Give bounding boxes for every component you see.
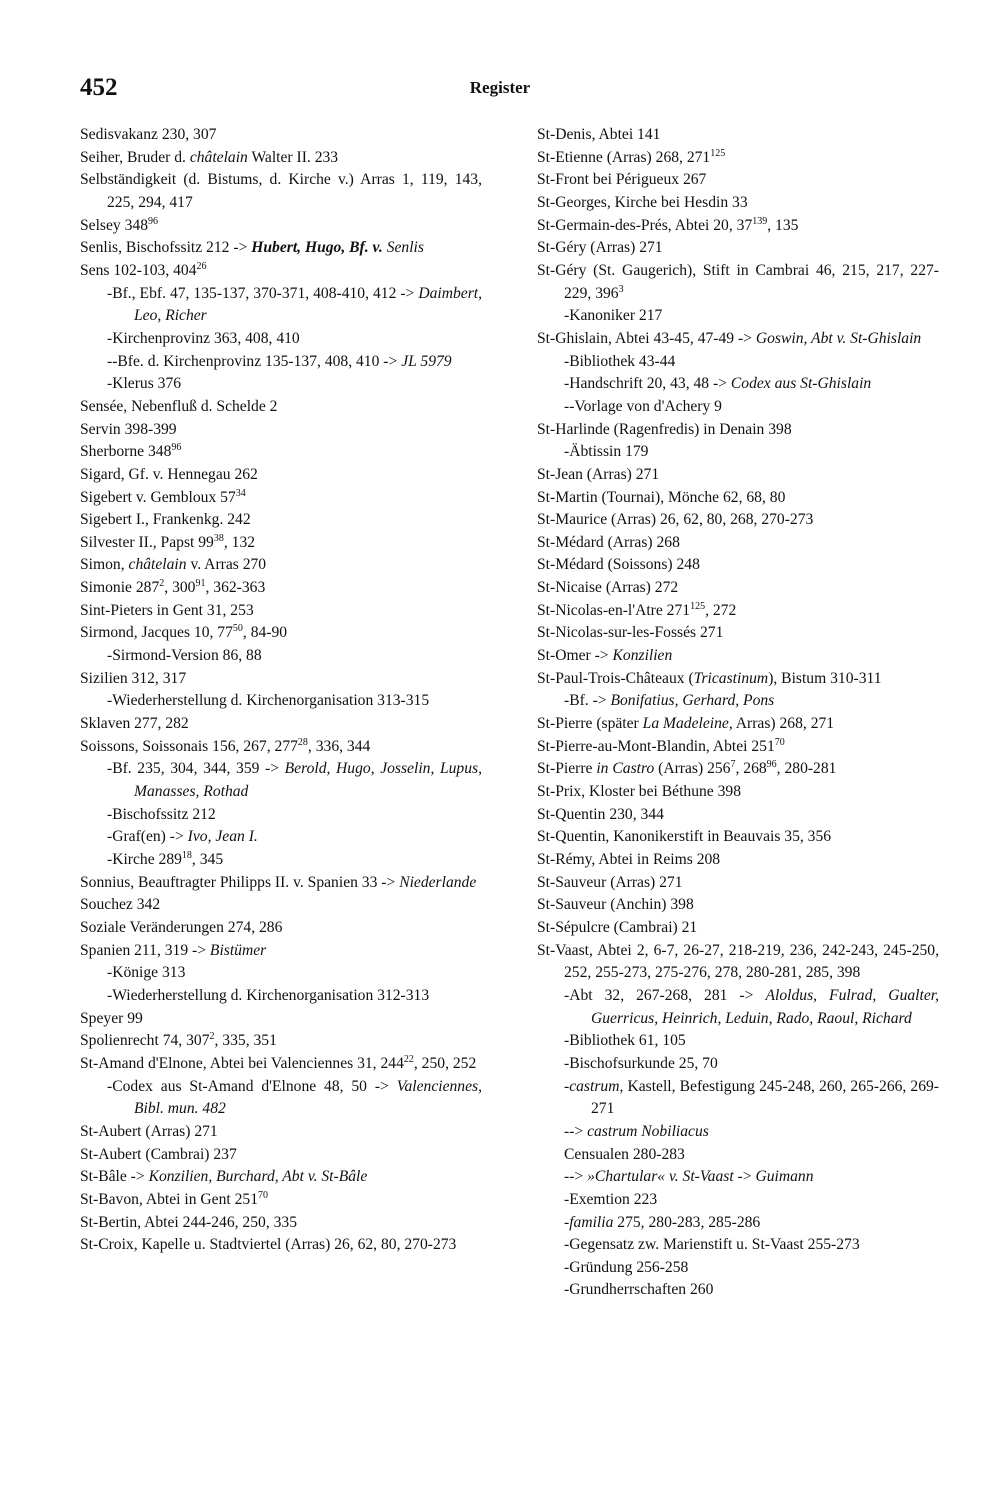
entry-text: St-Sauveur (Anchin) 398 <box>537 896 694 914</box>
entry-text: St-Médard (Arras) 268 <box>537 533 680 551</box>
entry-text: ), Bistum 310-311 <box>768 669 882 687</box>
entry-text: -> <box>733 1168 756 1186</box>
footnote-ref: 18 <box>181 850 192 861</box>
entry-text: Sonnius, Beauftragter Philipps II. v. Spanien 33 -> <box>80 873 400 891</box>
index-entry <box>537 124 939 147</box>
index-entry <box>80 441 482 464</box>
index-entry <box>537 215 939 238</box>
entry-text: Valenciennes, Bibl. mun. 482 <box>134 1077 482 1118</box>
footnote-ref: 2 <box>209 1031 215 1043</box>
footnote-ref: 28 <box>297 736 308 748</box>
footnote-ref: 139 <box>752 215 768 227</box>
footnote-ref: 50 <box>232 623 243 635</box>
footnote-ref: 7 <box>730 759 736 771</box>
entry-text: St-Front bei Périgueux 267 <box>537 171 707 189</box>
index-entry <box>537 872 939 895</box>
running-head: Register <box>469 78 531 97</box>
entry-text: Speyer 99 <box>80 1009 143 1027</box>
entry-text: -Wiederherstellung d. Kirchenorganisation 312-313 <box>107 986 430 1004</box>
entry-text: St-Aubert (Cambrai) 237 <box>80 1145 237 1163</box>
entry-text: Tricastinum <box>693 669 769 687</box>
index-subentry <box>80 283 482 328</box>
entry-text: , 345 <box>191 851 224 868</box>
index-entry <box>80 396 482 419</box>
entry-text: Konzilien <box>612 647 673 665</box>
entry-text: Konzilien, Burchard, Abt v. St-Bâle <box>148 1168 368 1186</box>
index-entry <box>80 917 482 940</box>
index-subentry <box>537 1212 939 1235</box>
entry-text: St-Pierre <box>537 760 597 778</box>
entry-text: -Gründung 256-258 <box>564 1258 689 1276</box>
entry-text: 275, 280-283, 285-286 <box>613 1213 761 1231</box>
entry-text: Senlis, Bischofssitz 212 -> <box>80 239 252 257</box>
index-entry <box>80 124 482 147</box>
index-entry <box>80 147 482 170</box>
entry-text: -Handschrift 20, 43, 48 -> <box>564 375 731 393</box>
entry-text: Daimbert, Leo, Richer <box>134 284 482 325</box>
entry-text: -Gegensatz zw. Marienstift u. St-Vaast 255-273 <box>564 1236 860 1254</box>
index-entry <box>537 464 939 487</box>
entry-text: Sklaven 277, 282 <box>80 715 189 733</box>
entry-text: Selsey 348 <box>80 216 149 234</box>
entry-text: St-Pierre (später <box>537 715 643 733</box>
index-entry <box>537 645 939 668</box>
entry-text: Sizilien 312, 317 <box>80 669 187 687</box>
index-entry <box>80 1234 482 1257</box>
entry-text: , 132 <box>223 533 256 551</box>
entry-text: , 268 <box>735 760 767 778</box>
entry-text: , 362-363 <box>205 579 266 597</box>
index-entry <box>80 600 482 623</box>
index-entry <box>537 940 939 985</box>
entry-text: - <box>564 1077 570 1095</box>
entry-text: Sigebert v. Gembloux 57 <box>80 488 236 506</box>
index-column-left <box>80 124 482 1257</box>
entry-text: Sigebert I., Frankenkg. 242 <box>80 511 251 529</box>
entry-text: Goswin, Abt v. St-Ghislain <box>755 329 922 347</box>
entry-text: St-Omer -> <box>537 647 613 665</box>
entry-text: St-Amand d'Elnone, Abtei bei Valenciennes 31, 244 <box>80 1054 404 1072</box>
index-entry <box>537 713 939 736</box>
entry-text: St-Sépulcre (Cambrai) 21 <box>537 918 698 936</box>
footnote-ref: 96 <box>766 759 777 771</box>
entry-text: St-Martin (Tournai), Mönche 62, 68, 80 <box>537 488 786 506</box>
entry-text: Soziale Veränderungen 274, 286 <box>80 918 283 936</box>
index-entry <box>537 668 939 691</box>
entry-text: St-Vaast, Abtei 2, 6-7, 26-27, 218-219, 236, 242-243, 245-250, 252, 255-273, 275-276, 278, 280-281, 285, 398 <box>537 941 939 982</box>
index-entry <box>80 668 482 691</box>
entry-text: St-Ghislain, Abtei 43-45, 47-49 -> <box>537 329 756 347</box>
index-entry <box>80 894 482 917</box>
entry-text: -Kanoniker 217 <box>564 307 663 325</box>
entry-text: familia <box>569 1213 614 1231</box>
entry-text: -Codex aus St-Amand d'Elnone 48, 50 -> <box>107 1077 397 1095</box>
index-entry <box>537 509 939 532</box>
index-entry <box>537 260 939 305</box>
entry-text: Sens 102-103, 404 <box>80 261 197 279</box>
index-subentry <box>80 985 482 1008</box>
entry-text: St-Rémy, Abtei in Reims 208 <box>537 851 721 868</box>
index-entry <box>537 328 939 351</box>
index-entry <box>537 600 939 623</box>
entry-text: St-Georges, Kirche bei Hesdin 33 <box>537 193 748 211</box>
index-subentry <box>537 351 939 374</box>
entry-text: St-Quentin 230, 344 <box>537 805 664 823</box>
entry-text: St-Croix, Kapelle u. Stadtviertel (Arras) 26, 62, 80, 270-273 <box>80 1236 457 1254</box>
entry-text: --> <box>564 1122 588 1140</box>
index-entry <box>80 1030 482 1053</box>
index-subentry <box>537 373 939 396</box>
index-entry <box>537 419 939 442</box>
index-entry <box>537 622 939 645</box>
index-entry <box>80 1144 482 1167</box>
entry-text: St-Géry (St. Gaugerich), Stift in Cambrai 46, 215, 217, 227-229, 396 <box>537 261 939 302</box>
index-subentry <box>80 758 482 803</box>
index-subentry <box>80 645 482 668</box>
entry-text: -Bf., Ebf. 47, 135-137, 370-371, 408-410, 412 -> <box>107 284 419 302</box>
entry-text: Walter II. 233 <box>247 148 339 166</box>
entry-text: St-Nicaise (Arras) 272 <box>537 579 679 597</box>
index-entry <box>80 577 482 600</box>
entry-text: Servin 398-399 <box>80 420 177 438</box>
index-subentry <box>80 328 482 351</box>
index-entry <box>80 713 482 736</box>
entry-text: Silvester II., Papst 99 <box>80 533 214 551</box>
entry-text: St-Bertin, Abtei 244-246, 250, 335 <box>80 1213 298 1231</box>
index-subentry <box>80 1076 482 1121</box>
footnote-ref: 26 <box>196 260 207 272</box>
entry-text: Spolienrecht 74, 307 <box>80 1032 210 1050</box>
entry-text: , 300 <box>164 579 196 597</box>
entry-text: Hubert, Hugo, Bf. v. <box>251 239 383 257</box>
entry-text: Spanien 211, 319 -> <box>80 941 210 959</box>
index-entry <box>80 215 482 238</box>
entry-text: castrum Nobiliacus <box>587 1122 709 1140</box>
index-entry <box>80 1189 482 1212</box>
index-entry <box>537 532 939 555</box>
index-entry <box>537 487 939 510</box>
entry-text: Sensée, Nebenfluß d. Schelde 2 <box>80 397 278 415</box>
entry-text: --> <box>564 1168 588 1186</box>
index-entry <box>537 237 939 260</box>
index-entry <box>537 804 939 827</box>
entry-text: châtelain <box>128 556 187 574</box>
index-subentry <box>80 351 482 374</box>
entry-text: Sherborne 348 <box>80 443 172 461</box>
index-subentry <box>537 1234 939 1257</box>
entry-text: -Graf(en) -> <box>107 828 188 846</box>
entry-text: Seiher, Bruder d. <box>80 148 190 166</box>
entry-text: -Bf. -> <box>564 692 611 710</box>
index-subentry <box>537 1030 939 1053</box>
index-entry <box>80 554 482 577</box>
entry-text: Berold, Hugo, Josselin, Lupus, Manasses, Rothad <box>134 760 482 801</box>
entry-text: Aloldus, Fulrad, Gualter, Guerricus, Heinrich, Leduin, Rado, Raoul, Richard <box>591 986 939 1027</box>
entry-text: Senlis <box>386 239 424 257</box>
index-subentry <box>80 804 482 827</box>
entry-text: (Arras) 256 <box>654 760 731 778</box>
entry-text: -Bischofssitz 212 <box>107 805 216 823</box>
entry-text: -Klerus 376 <box>107 375 182 393</box>
footnote-ref: 96 <box>148 215 159 227</box>
footnote-ref: 2 <box>159 578 165 590</box>
index-subentry <box>537 305 939 328</box>
footnote-ref: 70 <box>258 1189 269 1201</box>
entry-text: Bistümer <box>209 941 267 959</box>
entry-text: St-Etienne (Arras) 268, 271 <box>537 148 711 166</box>
entry-text: --Bfe. d. Kirchenprovinz 135-137, 408, 410 -> <box>107 352 402 370</box>
entry-text: St-Bavon, Abtei in Gent 251 <box>80 1190 259 1208</box>
index-entry <box>80 464 482 487</box>
entry-text: -Könige 313 <box>107 964 186 982</box>
index-subentry <box>537 1257 939 1280</box>
entry-text: Souchez 342 <box>80 896 161 914</box>
entry-text: St-Sauveur (Arras) 271 <box>537 873 683 891</box>
entry-text: St-Bâle -> <box>80 1168 149 1186</box>
index-entry <box>537 849 939 872</box>
page-number: 452 <box>80 74 118 101</box>
entry-text: in Castro <box>596 760 655 778</box>
entry-text: -Kirchenprovinz 363, 408, 410 <box>107 329 300 347</box>
entry-text: - <box>564 1213 570 1231</box>
entry-text: St-Paul-Trois-Châteaux ( <box>537 669 694 687</box>
footnote-ref: 3 <box>618 283 624 295</box>
entry-text: St-Germain-des-Prés, Abtei 20, 37 <box>537 216 753 234</box>
entry-text: Soissons, Soissonais 156, 267, 277 <box>80 737 298 755</box>
entry-text: , Kastell, Befestigung 245-248, 260, 265-266, 269-271 <box>591 1077 939 1118</box>
index-entry <box>80 532 482 555</box>
index-subentry <box>80 849 482 872</box>
index-subentry <box>537 1121 939 1144</box>
index-entry <box>537 577 939 600</box>
entry-text: Sigard, Gf. v. Hennegau 262 <box>80 465 258 483</box>
entry-text: La Madeleine <box>642 715 729 733</box>
index-subentry <box>80 962 482 985</box>
entry-text: Sedisvakanz 230, 307 <box>80 126 217 143</box>
footnote-ref: 22 <box>403 1053 414 1065</box>
entry-text: , 84-90 <box>242 624 288 642</box>
index-subentry <box>80 690 482 713</box>
index-entry <box>537 758 939 781</box>
entry-text: -Kirche 289 <box>107 851 182 868</box>
index-entry <box>537 736 939 759</box>
entry-text: Censualen 280-283 <box>564 1145 685 1163</box>
index-entry <box>80 872 482 895</box>
footnote-ref: 38 <box>213 532 224 544</box>
entry-text: -Bibliothek 43-44 <box>564 352 676 370</box>
index-entry <box>80 260 482 283</box>
index-column-right <box>537 124 939 1302</box>
entry-text: --Vorlage von d'Achery 9 <box>564 397 722 415</box>
entry-text: »Chartular« v. St-Vaast <box>587 1168 734 1186</box>
index-entry <box>80 940 482 963</box>
entry-text: -Bischofsurkunde 25, 70 <box>564 1054 718 1072</box>
index-subentry <box>537 441 939 464</box>
entry-text: , Arras) 268, 271 <box>728 715 835 733</box>
entry-text: Bonifatius, Gerhard, Pons <box>610 692 775 710</box>
entry-text: Guimann <box>755 1168 814 1186</box>
entry-text: St-Aubert (Arras) 271 <box>80 1122 218 1140</box>
entry-text: v. Arras 270 <box>186 556 267 574</box>
entry-text: Sirmond, Jacques 10, 77 <box>80 624 233 642</box>
entry-text: St-Quentin, Kanonikerstift in Beauvais 35, 356 <box>537 828 832 846</box>
index-entry <box>80 237 482 260</box>
entry-text: St-Prix, Kloster bei Béthune 398 <box>537 783 741 801</box>
entry-text: , 272 <box>705 601 737 619</box>
index-subentry <box>537 1279 939 1302</box>
entry-text: Sint-Pieters in Gent 31, 253 <box>80 601 254 619</box>
footnote-ref: 96 <box>171 442 182 454</box>
index-entry <box>537 894 939 917</box>
entry-text: St-Jean (Arras) 271 <box>537 465 660 483</box>
entry-text: St-Nicolas-en-l'Atre 271 <box>537 601 691 619</box>
entry-text: Simon, <box>80 556 129 574</box>
index-entry <box>80 169 482 214</box>
entry-text: , 135 <box>767 216 799 234</box>
entry-text: Codex aus St-Ghislain <box>730 375 872 393</box>
entry-text: , 336, 344 <box>307 737 371 755</box>
entry-text: St-Nicolas-sur-les-Fossés 271 <box>537 624 724 642</box>
entry-text: -Exemtion 223 <box>564 1190 658 1208</box>
entry-text: -Bf. 235, 304, 344, 359 -> <box>107 760 285 778</box>
entry-text: -Sirmond-Version 86, 88 <box>107 647 262 665</box>
footnote-ref: 70 <box>774 736 785 748</box>
index-entry <box>80 1121 482 1144</box>
footnote-ref: 34 <box>235 487 246 499</box>
index-entry <box>537 554 939 577</box>
index-entry <box>537 781 939 804</box>
entry-text: , 335, 351 <box>214 1032 277 1050</box>
entry-text: St-Denis, Abtei 141 <box>537 126 661 143</box>
entry-text: -Grundherrschaften 260 <box>564 1281 714 1299</box>
entry-text: St-Pierre-au-Mont-Blandin, Abtei 251 <box>537 737 775 755</box>
index-entry <box>80 622 482 645</box>
entry-text: , 250, 252 <box>413 1054 477 1072</box>
entry-text: -Abt 32, 267-268, 281 -> <box>564 986 766 1004</box>
index-entry <box>80 487 482 510</box>
index-subentry <box>80 373 482 396</box>
index-entry <box>537 147 939 170</box>
entry-text: -Bibliothek 61, 105 <box>564 1032 686 1050</box>
entry-text: -Äbtissin 179 <box>564 443 649 461</box>
index-entry <box>80 1166 482 1189</box>
footnote-ref: 125 <box>710 147 726 159</box>
entry-text: castrum <box>569 1077 620 1095</box>
index-subentry <box>537 985 939 1030</box>
index-entry <box>80 419 482 442</box>
index-subentry <box>537 690 939 713</box>
entry-text: -Wiederherstellung d. Kirchenorganisation 313-315 <box>107 692 430 710</box>
index-subentry <box>537 1166 939 1189</box>
entry-text: St-Médard (Soissons) 248 <box>537 556 700 574</box>
entry-text: JL 5979 <box>401 352 452 370</box>
index-subentry <box>537 1076 939 1121</box>
entry-text: Simonie 287 <box>80 579 160 597</box>
index-entry <box>80 1212 482 1235</box>
entry-text: St-Géry (Arras) 271 <box>537 239 663 257</box>
index-entry <box>537 826 939 849</box>
index-entry <box>537 169 939 192</box>
entry-text: , 280-281 <box>776 760 837 778</box>
footnote-ref: 125 <box>690 600 706 612</box>
index-entry <box>80 1008 482 1031</box>
index-entry <box>537 917 939 940</box>
index-subentry <box>537 1144 939 1167</box>
index-subentry <box>537 1053 939 1076</box>
index-subentry <box>537 396 939 419</box>
entry-text: Niederlande <box>399 873 477 891</box>
entry-text: St-Harlinde (Ragenfredis) in Denain 398 <box>537 420 792 438</box>
entry-text: St-Maurice (Arras) 26, 62, 80, 268, 270-273 <box>537 511 814 529</box>
index-entry <box>80 1053 482 1076</box>
footnote-ref: 91 <box>195 578 206 590</box>
index-subentry <box>80 826 482 849</box>
index-subentry <box>537 1189 939 1212</box>
entry-text: Ivo, Jean I. <box>187 828 258 846</box>
index-entry <box>80 509 482 532</box>
index-entry <box>80 736 482 759</box>
index-entry <box>537 192 939 215</box>
entry-text: Selbständigkeit (d. Bistums, d. Kirche v.) Arras 1, 119, 143, 225, 294, 417 <box>80 171 482 211</box>
entry-text: châtelain <box>189 148 248 166</box>
